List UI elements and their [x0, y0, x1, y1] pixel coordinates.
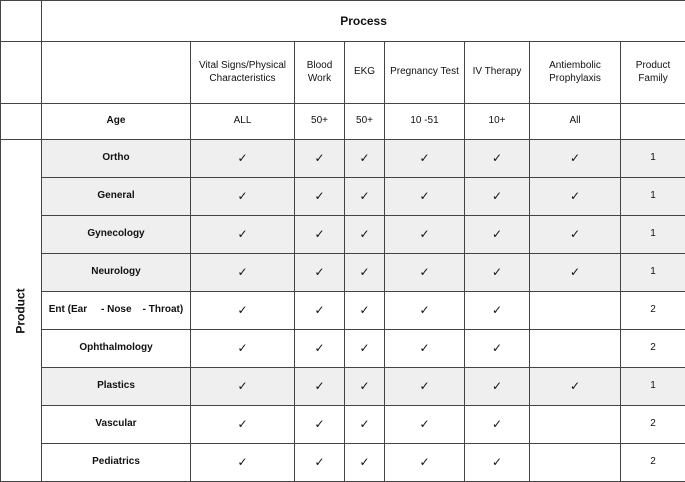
checkmark-icon: ✓ [492, 417, 502, 431]
check-cell [295, 140, 345, 178]
check-cell [385, 406, 465, 444]
checkmark-icon: ✓ [492, 151, 502, 165]
check-cell [345, 178, 385, 216]
product-family-value: 1 [621, 178, 685, 216]
check-cell [465, 254, 530, 292]
check-cell [191, 406, 295, 444]
age-value: All [530, 104, 621, 140]
checkmark-icon: ✓ [419, 189, 429, 203]
checkmark-icon: ✓ [359, 151, 369, 165]
check-cell [385, 216, 465, 254]
checkmark-icon: ✓ [419, 303, 429, 317]
product-family-value: 1 [621, 140, 685, 178]
row-label: General [42, 178, 191, 216]
table-row [1, 292, 685, 330]
check-cell [345, 292, 385, 330]
checkmark-icon: ✓ [314, 379, 324, 393]
table-row [1, 140, 685, 178]
empty-cell [530, 406, 621, 444]
checkmark-icon: ✓ [570, 265, 580, 279]
checkmark-icon: ✓ [237, 379, 247, 393]
checkmark-icon: ✓ [237, 417, 247, 431]
check-cell [345, 254, 385, 292]
check-cell [191, 178, 295, 216]
row-label: Pediatrics [42, 444, 191, 482]
row-label: Plastics [42, 368, 191, 406]
checkmark-icon: ✓ [314, 189, 324, 203]
checkmark-icon: ✓ [359, 303, 369, 317]
check-cell [295, 368, 345, 406]
row-label-header [42, 42, 191, 104]
check-cell [465, 178, 530, 216]
check-cell [385, 444, 465, 482]
checkmark-icon: ✓ [314, 265, 324, 279]
check-cell [295, 178, 345, 216]
table-row [1, 178, 685, 216]
checkmark-icon: ✓ [492, 341, 502, 355]
check-cell [385, 368, 465, 406]
check-cell [191, 368, 295, 406]
check-cell [295, 254, 345, 292]
checkmark-icon: ✓ [492, 265, 502, 279]
checkmark-icon: ✓ [237, 303, 247, 317]
product-family-value: 2 [621, 292, 685, 330]
check-cell [385, 140, 465, 178]
row-label: Neurology [42, 254, 191, 292]
table-row [1, 254, 685, 292]
checkmark-icon: ✓ [314, 341, 324, 355]
checkmark-icon: ✓ [570, 189, 580, 203]
checkmark-icon: ✓ [359, 455, 369, 469]
product-family-value: 2 [621, 406, 685, 444]
check-cell [295, 216, 345, 254]
row-label: Ortho [42, 140, 191, 178]
check-cell [465, 292, 530, 330]
checkmark-icon: ✓ [314, 303, 324, 317]
product-family-value: 1 [621, 254, 685, 292]
checkmark-icon: ✓ [492, 455, 502, 469]
checkmark-icon: ✓ [570, 379, 580, 393]
age-value: ALL [191, 104, 295, 140]
check-cell [295, 330, 345, 368]
checkmark-icon: ✓ [237, 341, 247, 355]
process-title: Process [42, 1, 685, 42]
corner-cell [1, 1, 42, 42]
checkmark-icon: ✓ [570, 151, 580, 165]
check-cell [530, 254, 621, 292]
age-label: Age [42, 104, 191, 140]
checkmark-icon: ✓ [237, 265, 247, 279]
check-cell [385, 330, 465, 368]
corner-cell [1, 104, 42, 140]
column-header: Product Family [621, 42, 685, 104]
checkmark-icon: ✓ [237, 189, 247, 203]
checkmark-icon: ✓ [492, 303, 502, 317]
check-cell [345, 330, 385, 368]
product-label: Product [14, 288, 29, 333]
checkmark-icon: ✓ [419, 455, 429, 469]
corner-cell [1, 42, 42, 104]
empty-cell [530, 444, 621, 482]
check-cell [465, 368, 530, 406]
table-row [1, 406, 685, 444]
checkmark-icon: ✓ [359, 265, 369, 279]
checkmark-icon: ✓ [359, 379, 369, 393]
age-value: 50+ [295, 104, 345, 140]
check-cell [465, 406, 530, 444]
check-cell [345, 406, 385, 444]
product-family-value: 2 [621, 330, 685, 368]
check-cell [191, 330, 295, 368]
check-cell [465, 444, 530, 482]
check-cell [385, 254, 465, 292]
checkmark-icon: ✓ [419, 379, 429, 393]
checkmark-icon: ✓ [359, 227, 369, 241]
check-cell [530, 216, 621, 254]
checkmark-icon: ✓ [419, 341, 429, 355]
checkmark-icon: ✓ [359, 417, 369, 431]
empty-cell [530, 292, 621, 330]
process-header-row [1, 1, 685, 42]
check-cell [191, 216, 295, 254]
row-label: Ent (Ear - Nose - Throat) [42, 292, 191, 330]
column-header-row [1, 42, 685, 104]
table-row [1, 330, 685, 368]
age-value: 10 -51 [385, 104, 465, 140]
column-header: Pregnancy Test [385, 42, 465, 104]
check-cell [385, 178, 465, 216]
product-side-label-cell [1, 140, 42, 482]
check-cell [530, 368, 621, 406]
checkmark-icon: ✓ [419, 227, 429, 241]
check-cell [465, 140, 530, 178]
checkmark-icon: ✓ [359, 189, 369, 203]
age-row [1, 104, 685, 140]
checkmark-icon: ✓ [419, 151, 429, 165]
checkmark-icon: ✓ [314, 455, 324, 469]
checkmark-icon: ✓ [492, 189, 502, 203]
check-cell [530, 140, 621, 178]
check-cell [345, 368, 385, 406]
checkmark-icon: ✓ [492, 227, 502, 241]
checkmark-icon: ✓ [237, 455, 247, 469]
check-cell [530, 178, 621, 216]
column-header: Blood Work [295, 42, 345, 104]
row-label: Vascular [42, 406, 191, 444]
checkmark-icon: ✓ [237, 151, 247, 165]
row-label: Gynecology [42, 216, 191, 254]
check-cell [295, 444, 345, 482]
checkmark-icon: ✓ [359, 341, 369, 355]
checkmark-icon: ✓ [237, 227, 247, 241]
check-cell [345, 140, 385, 178]
check-cell [191, 140, 295, 178]
checkmark-icon: ✓ [419, 417, 429, 431]
column-header: Antiembolic Prophylaxis [530, 42, 621, 104]
checkmark-icon: ✓ [492, 379, 502, 393]
column-header: EKG [345, 42, 385, 104]
product-family-value: 1 [621, 368, 685, 406]
age-value: 50+ [345, 104, 385, 140]
table-row [1, 444, 685, 482]
checkmark-icon: ✓ [314, 417, 324, 431]
check-cell [345, 444, 385, 482]
column-header: IV Therapy [465, 42, 530, 104]
check-cell [385, 292, 465, 330]
check-cell [465, 216, 530, 254]
empty-cell [530, 330, 621, 368]
checkmark-icon: ✓ [419, 265, 429, 279]
product-family-value: 1 [621, 216, 685, 254]
age-value [621, 104, 685, 140]
table-row [1, 216, 685, 254]
check-cell [191, 254, 295, 292]
product-family-value: 2 [621, 444, 685, 482]
checkmark-icon: ✓ [314, 151, 324, 165]
table-row [1, 368, 685, 406]
age-value: 10+ [465, 104, 530, 140]
check-cell [191, 292, 295, 330]
check-cell [345, 216, 385, 254]
check-cell [191, 444, 295, 482]
check-cell [295, 406, 345, 444]
check-cell [465, 330, 530, 368]
row-label: Ophthalmology [42, 330, 191, 368]
column-header: Vital Signs/Physical Characteristics [191, 42, 295, 104]
check-cell [295, 292, 345, 330]
checkmark-icon: ✓ [314, 227, 324, 241]
checkmark-icon: ✓ [570, 227, 580, 241]
